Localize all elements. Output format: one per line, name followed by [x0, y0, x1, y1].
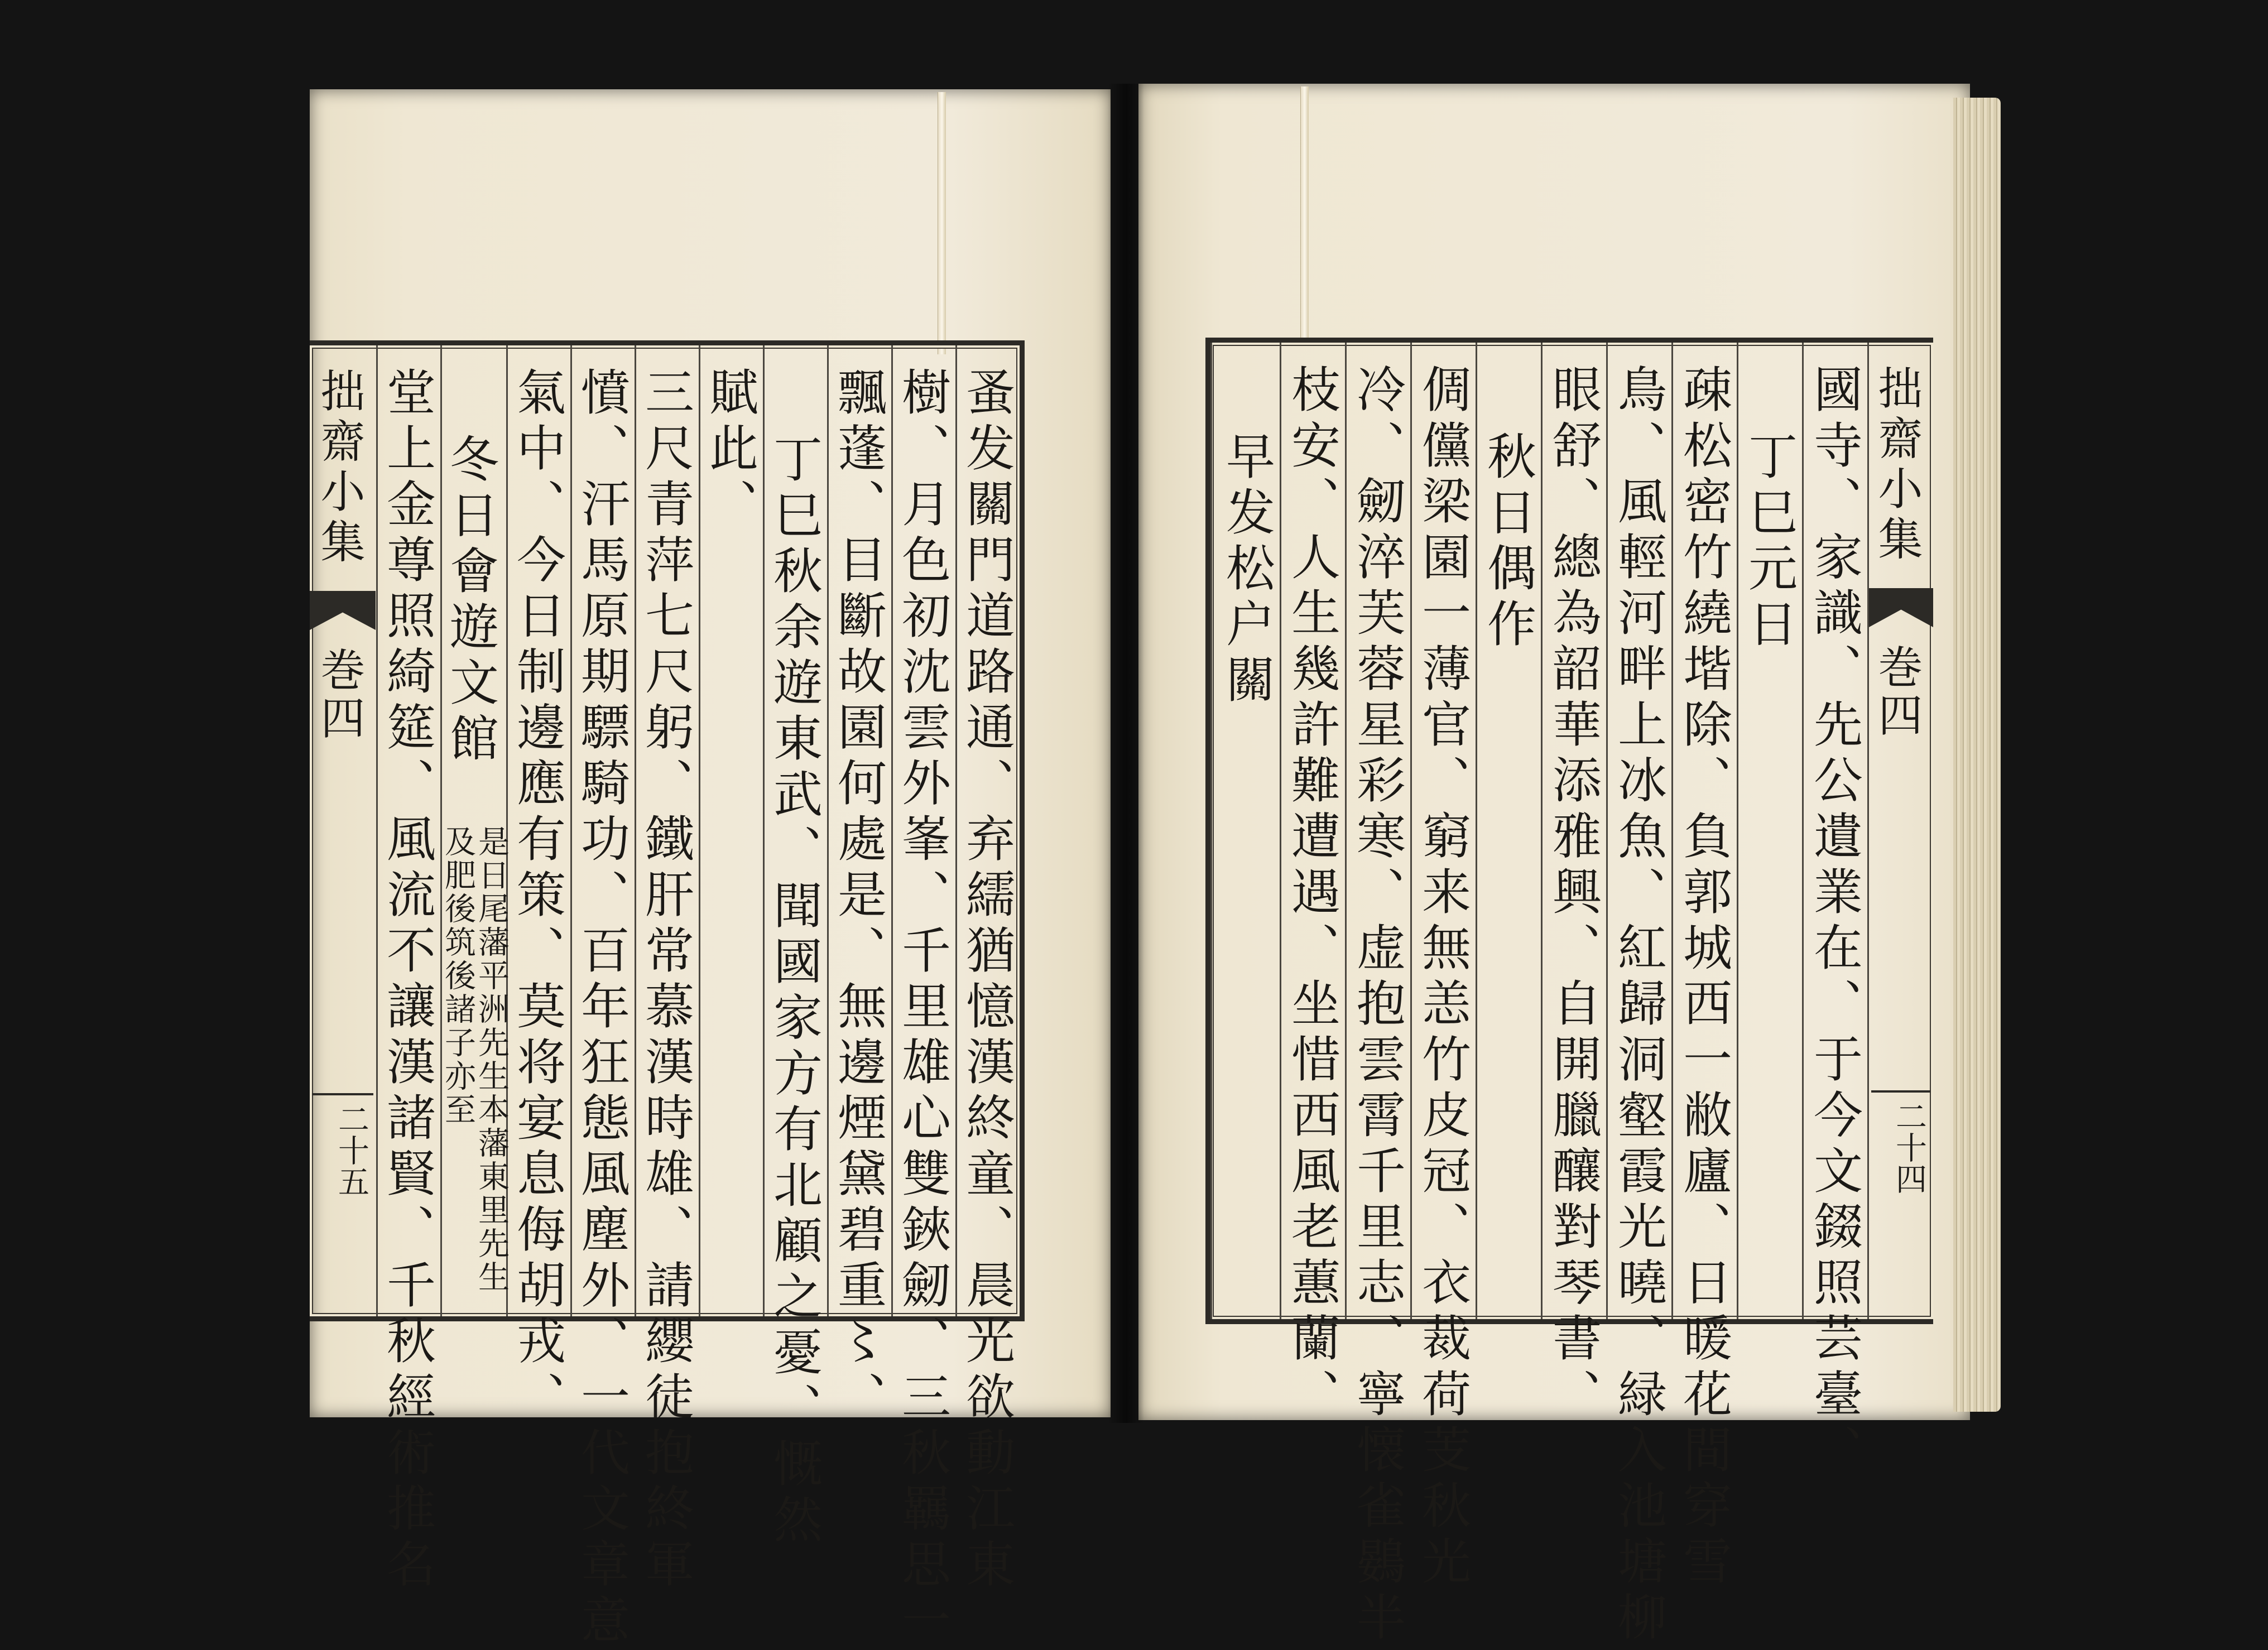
- text-column: [1802, 343, 1867, 1480]
- left-book-title: 拙齋小集: [313, 368, 365, 569]
- column-text: 枝安、人生幾許難遭遇、坐惜西風老蕙蘭、: [1284, 364, 1341, 1424]
- column-text: 疎松密竹繞堦除、負郭城西一敝廬、日暖花間穿雪: [1675, 364, 1733, 1591]
- column-text: 憤、汗馬原期驃騎功、百年狂態風塵外、一代文章意: [573, 367, 631, 1650]
- text-column: [1737, 343, 1802, 1319]
- column-text: 飄蓬、目斷故園何處是、無邊煙黛碧重〻、: [830, 367, 887, 1427]
- column-text: 氣中、今日制邊應有策、莫将宴息侮胡戎、: [509, 367, 566, 1427]
- page-edges: [1953, 98, 2001, 1412]
- text-column-with-note: [440, 345, 510, 1316]
- column-text: 國寺、家識、先公遺業在、于今文錣照芸臺、: [1806, 364, 1863, 1480]
- left-text-frame: [310, 340, 1025, 1650]
- text-column: [1541, 343, 1606, 1424]
- text-column: [1210, 343, 1280, 1319]
- right-volume-label: 巻四: [1871, 644, 1923, 740]
- text-column: [1671, 343, 1737, 1591]
- left-volume-label: 巻四: [313, 647, 365, 743]
- text-column: [635, 345, 699, 1594]
- text-column: [1410, 343, 1476, 1591]
- left-margin-strip: [310, 345, 376, 1316]
- column-text: 賦此、: [701, 367, 759, 534]
- column-text: 丁巳元日: [1741, 431, 1798, 654]
- text-column: [570, 345, 635, 1650]
- text-column: [1606, 343, 1671, 1647]
- text-column: [891, 345, 955, 1650]
- text-column: [699, 345, 763, 1316]
- column-text: 早发松户關: [1218, 431, 1276, 710]
- column-text: 丁巳秋余遊東武、聞國家方有北顧之憂、慨然: [766, 434, 823, 1550]
- right-fishtail-mark: [1869, 588, 1933, 627]
- right-page-number: 二十四: [1871, 1090, 1931, 1194]
- column-text: 樹、月色初沈雲外峯、千里雄心雙鋏劒、三秋羈思一: [894, 367, 952, 1650]
- text-column: [763, 345, 827, 1550]
- paper-crease-right: [1300, 86, 1309, 343]
- text-column: [1345, 343, 1410, 1647]
- column-text: 眼舒、總為韶華添雅興、自開臘釀對琴書、: [1545, 364, 1602, 1424]
- text-column: [1280, 343, 1345, 1424]
- left-page-number: 二十五: [312, 1093, 373, 1197]
- paper-crease-left: [938, 92, 946, 354]
- column-text: 蚤发關門道路通、弃繻猶憶漢終童、晨光欲動江東: [958, 367, 1016, 1594]
- column-text: 冷、劒淬芙蓉星彩寒、虚抱雲霄千里志、寧懐雀鷃半: [1349, 364, 1406, 1647]
- column-note: 是日尾藩平洲先生本藩東里先生及肥後筑後諸子亦至: [440, 825, 510, 1294]
- right-margin-strip: [1867, 343, 1933, 1319]
- column-text: 鳥、風輕河畔上冰魚、紅歸洞壑霞光曉、緑入池塘柳: [1610, 364, 1668, 1647]
- text-column: [1476, 343, 1541, 1319]
- column-text: 冬日會遊文館: [442, 434, 499, 768]
- right-text-frame: [1205, 338, 1933, 1647]
- book-gutter: [1108, 84, 1144, 1423]
- column-text: 三尺青萍七尺躬、鐵肝常慕漢時雄、請纓徒抱終軍: [637, 367, 695, 1594]
- text-column: [506, 345, 570, 1427]
- right-book-title: 拙齋小集: [1871, 365, 1923, 566]
- column-text: 倜儻梁園一薄官、窮来無恙竹皮冠、衣裁荷芰秋光: [1414, 364, 1472, 1591]
- column-text: 秋日偶作: [1479, 431, 1537, 654]
- text-column: [955, 345, 1020, 1594]
- text-column: [376, 345, 440, 1594]
- column-text: 堂上金尊照綺筵、風流不讓漢諸賢、千秋經術推名: [379, 367, 436, 1594]
- left-fishtail-mark: [310, 591, 376, 630]
- text-column: [827, 345, 891, 1427]
